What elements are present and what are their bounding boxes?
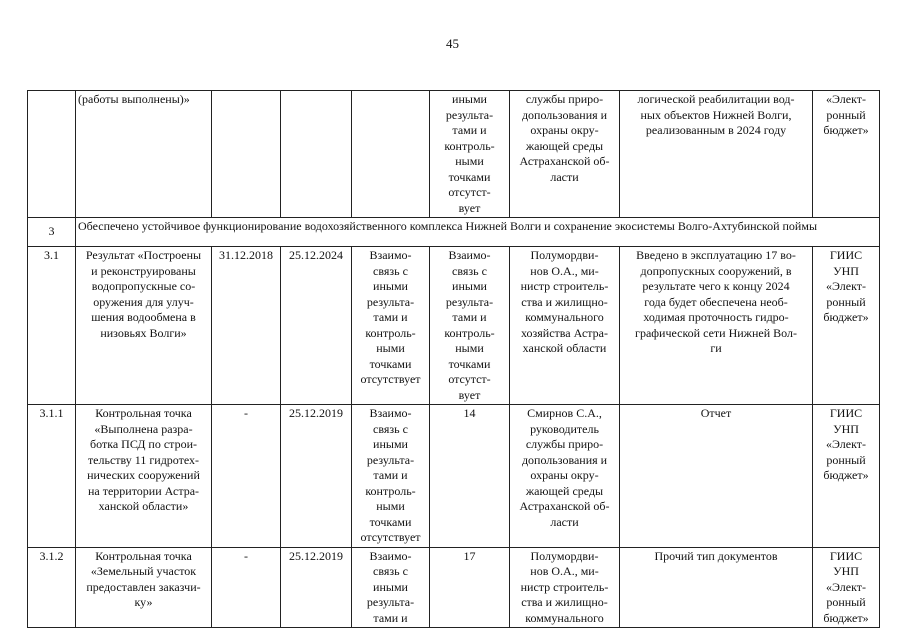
cell-text: Взаимо- связь с иными результа- тами и — [366, 548, 415, 625]
cell-text: Взаимо- связь с иными результа- тами и контроль- ными точками отсутст- вует — [444, 248, 495, 402]
cell-text: Взаимо- связь с иными результа- тами и контроль- ными точками отсутствует — [360, 248, 421, 386]
cell-num: 3.1 — [28, 247, 76, 405]
cell-link — [352, 547, 430, 628]
cell-text: (работы выполнены)» — [78, 92, 190, 106]
cell-num: 3.1.2 — [28, 547, 76, 628]
cell-document — [620, 247, 813, 405]
cell-system — [813, 247, 880, 405]
cell-end: 25.12.2019 — [281, 547, 352, 628]
cell-responsible — [510, 91, 620, 218]
cell-end: 25.12.2024 — [281, 247, 352, 405]
table-row — [28, 247, 880, 405]
cell-prev: 17 — [430, 547, 510, 628]
cell-text: Контрольная точка «Земельный участок предоставлен заказчи- ку» — [86, 548, 201, 609]
cell-start — [212, 91, 281, 218]
cell-prev: 14 — [430, 405, 510, 548]
cell-prev — [430, 91, 510, 218]
cell-text: Взаимо- связь с иными результа- тами и контроль- ными точками отсутствует — [360, 406, 421, 544]
cell-start: - — [212, 547, 281, 628]
cell-text: Полумордви- нов О.А., ми- нистр строитель- ства и жилищно- коммунального хозяйства Астра- ханской области — [520, 248, 609, 355]
cell-document: Прочий тип документов — [620, 547, 813, 628]
cell-document — [620, 91, 813, 218]
cell-text: «Элект- ронный бюджет» — [823, 92, 869, 137]
cell-name — [76, 405, 212, 548]
page-number: 45 — [446, 36, 459, 51]
cell-system — [813, 547, 880, 628]
table-row — [28, 405, 880, 548]
cell-document: Отчет — [620, 405, 813, 548]
cell-text: логической реабилитации вод- ных объектов Нижней Волги, реализованным в 2024 году — [637, 92, 795, 137]
cell-end: 25.12.2019 — [281, 405, 352, 548]
continuation-row — [28, 91, 880, 218]
cell-text: Полумордви- нов О.А., ми- нистр строитель- ства и жилищно- коммунального — [520, 548, 609, 625]
cell-end — [281, 91, 352, 218]
cell-responsible — [510, 547, 620, 628]
cell-start: 31.12.2018 — [212, 247, 281, 405]
cell-text: ГИИС УНП «Элект- ронный бюджет» — [823, 248, 869, 324]
section-number: 3 — [28, 218, 76, 247]
cell-name — [76, 547, 212, 628]
cell-responsible — [510, 405, 620, 548]
table-row — [28, 547, 880, 628]
cell-text: ГИИС УНП «Элект- ронный бюджет» — [823, 548, 869, 625]
cell-num: 3.1.1 — [28, 405, 76, 548]
cell-system — [813, 405, 880, 548]
cell-text: ГИИС УНП «Элект- ронный бюджет» — [823, 406, 869, 482]
cell-text: службы приро- допользования и охраны окру- жающей среды Астраханской об- ласти — [519, 92, 610, 184]
cell-text: Результат «Построены и реконструированы водопропускные со- оружения для улуч- шения водообмена в низовьях Волги» — [85, 248, 202, 340]
schedule-table — [27, 90, 880, 628]
cell-start: - — [212, 405, 281, 548]
section-title: Обеспечено устойчивое функционирование водохозяйственного комплекса Нижней Волги и сохранение экосистемы Волго-Ахтубинской поймы — [76, 218, 880, 247]
cell-system — [813, 91, 880, 218]
cell-link — [352, 91, 430, 218]
section-row — [28, 218, 880, 247]
cell-link — [352, 405, 430, 548]
cell-name — [76, 91, 212, 218]
cell-text: Введено в эксплуатацию 17 во- допропускных сооружений, в результате чего к концу 2024 года будет обеспечена необ- ходимая проточность гидро- графической сети Нижней Вол- ги — [635, 248, 797, 355]
cell-text: Контрольная точка «Выполнена разра- ботка ПСД по строи- тельству 11 гидротех- нических сооружений на территории Астра- ханской области» — [87, 406, 200, 513]
cell-link — [352, 247, 430, 405]
cell-text: Смирнов С.А., руководитель службы приро- допользования и охраны окру- жающей среды Астраханской об- ласти — [519, 406, 610, 529]
cell-num — [28, 91, 76, 218]
cell-name — [76, 247, 212, 405]
cell-prev — [430, 247, 510, 405]
cell-responsible — [510, 247, 620, 405]
cell-text: иными результа- тами и контроль- ными точками отсутст- вует — [444, 92, 495, 215]
